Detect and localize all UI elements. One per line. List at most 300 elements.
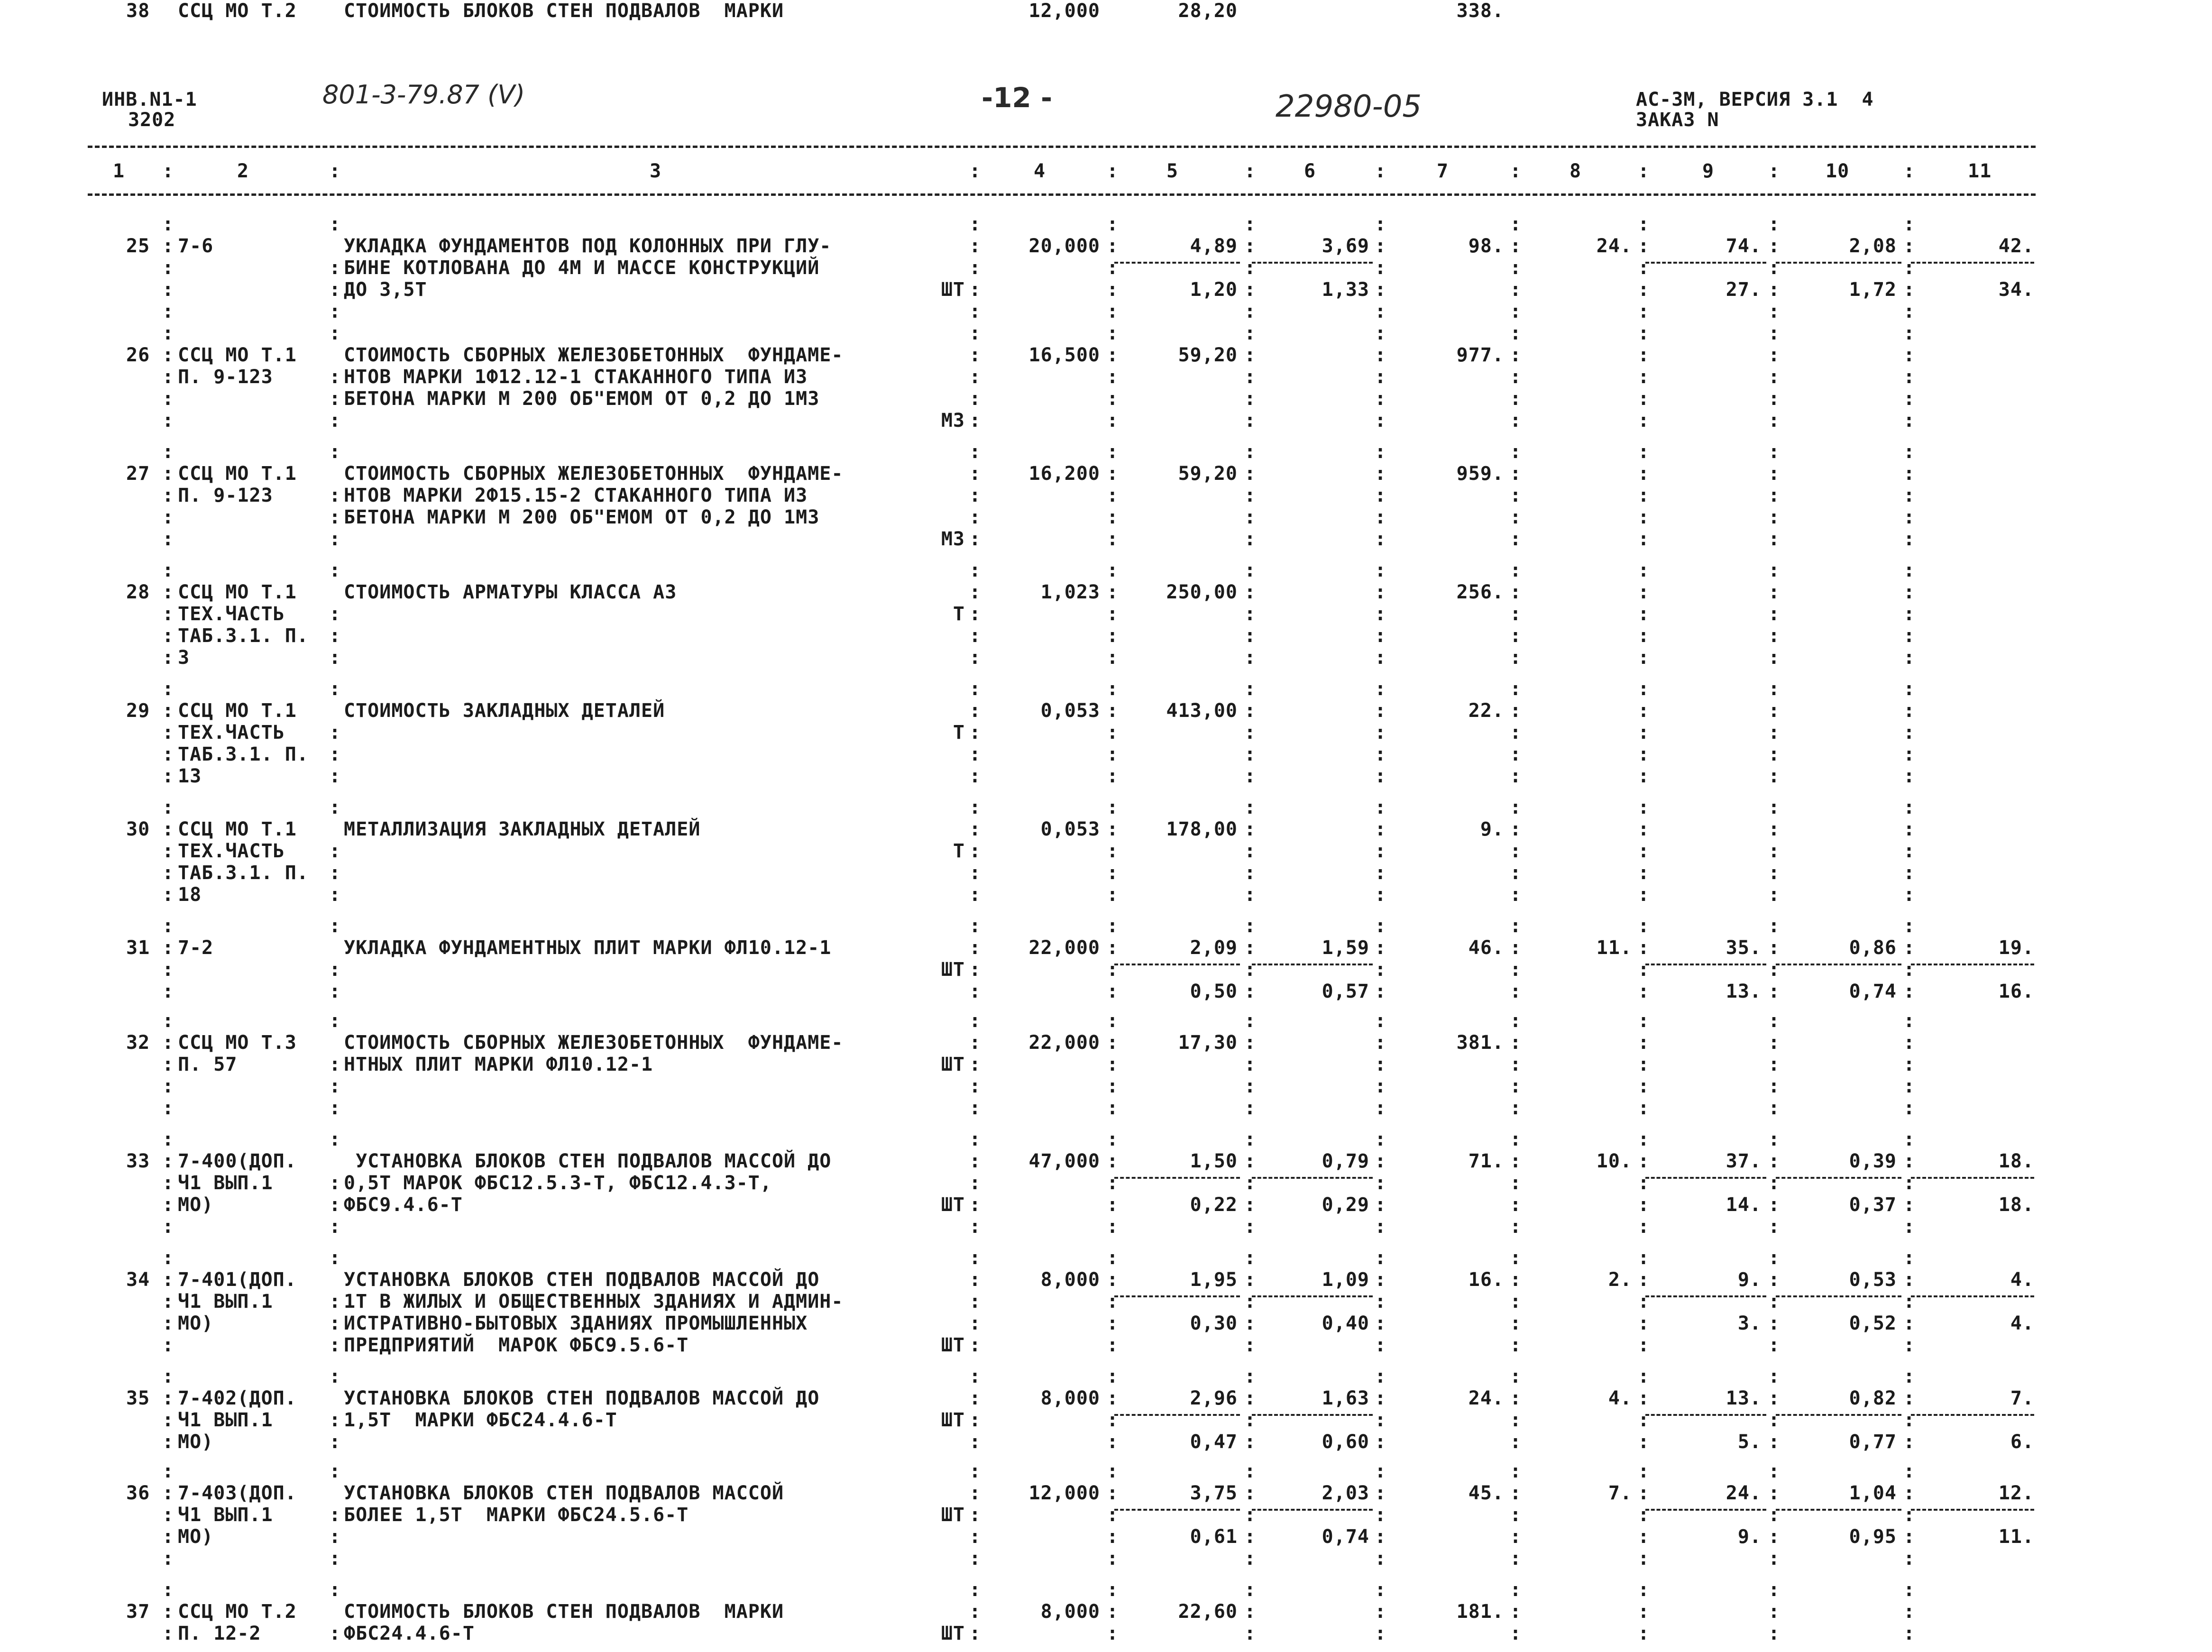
column-separator: : (1107, 1247, 1119, 1269)
column-separator: : (1375, 1032, 1387, 1054)
norm-code: Ч1 ВЫП.1 (178, 1409, 273, 1431)
norm-code: П. 12-2 (178, 1623, 261, 1644)
column-separator: : (1510, 1216, 1522, 1238)
column-separator: : (1768, 560, 1781, 581)
column-separator: : (329, 213, 341, 235)
column-separator: : (1244, 506, 1257, 528)
column-separator: : (1107, 603, 1119, 625)
column-separator: : (1375, 862, 1387, 884)
column-header-1: 1 (113, 160, 125, 182)
norm-code: ССЦ МО Т.1 (178, 581, 297, 603)
column-separator: : (1107, 1504, 1119, 1526)
column-separator: : (969, 678, 982, 700)
column-separator: : (329, 322, 341, 344)
column-separator: : (1638, 1482, 1650, 1504)
column-separator: : (1638, 722, 1650, 743)
value-c8: 4. (1608, 1387, 1632, 1409)
column-separator: : (1244, 1150, 1257, 1172)
column-separator: : (1375, 1054, 1387, 1075)
subtotal-divider (1252, 1414, 1373, 1416)
value-c8: 2. (1608, 1269, 1632, 1291)
column-separator: : (1107, 818, 1119, 840)
column-separator: : (1107, 560, 1119, 581)
column-separator: : (162, 1032, 174, 1054)
column-separator: : (162, 1504, 174, 1526)
column-separator: : (1510, 506, 1522, 528)
column-separator: : (329, 410, 341, 431)
column-separator: : (1107, 1054, 1119, 1075)
column-separator: : (1375, 1623, 1387, 1644)
norm-code: ССЦ МО Т.1 (178, 463, 297, 485)
column-separator: : (1768, 840, 1781, 862)
column-separator: : (1638, 1269, 1650, 1291)
column-separator: : (329, 257, 341, 279)
column-separator: : (162, 1334, 174, 1356)
norm-code: ТЕХ.ЧАСТЬ (178, 722, 285, 743)
column-separator: : (969, 1269, 982, 1291)
column-separator: : (1375, 279, 1387, 301)
column-separator: : (1638, 388, 1650, 410)
column-separator: : (1510, 257, 1522, 279)
column-separator: : (969, 862, 982, 884)
value-c7: 22. (1468, 700, 1504, 722)
column-separator: : (1375, 603, 1387, 625)
value-qty: 8,000 (1040, 1387, 1100, 1409)
column-separator: : (969, 528, 982, 550)
subvalue-c10: 0,74 (1849, 981, 1897, 1002)
column-separator: : (329, 160, 341, 182)
column-separator: : (1510, 981, 1522, 1002)
column-separator: : (1903, 1010, 1916, 1032)
page-number: -12 - (982, 82, 1053, 114)
column-separator: : (1107, 1548, 1119, 1569)
column-separator: : (1903, 581, 1916, 603)
row-number: 26 (126, 344, 150, 366)
column-separator: : (1903, 441, 1916, 463)
column-separator: : (1510, 322, 1522, 344)
column-separator: : (969, 463, 982, 485)
column-separator: : (1768, 528, 1781, 550)
column-separator: : (1638, 366, 1650, 388)
column-separator: : (1510, 1291, 1522, 1312)
column-separator: : (329, 603, 341, 625)
column-separator: : (162, 235, 174, 257)
column-separator: : (969, 1601, 982, 1623)
column-separator: : (1510, 528, 1522, 550)
norm-code: Ч1 ВЫП.1 (178, 1504, 273, 1526)
column-separator: : (1903, 528, 1916, 550)
column-separator: : (1510, 818, 1522, 840)
column-separator: : (162, 884, 174, 906)
column-separator: : (1638, 1579, 1650, 1601)
column-separator: : (1107, 1032, 1119, 1054)
column-separator: : (162, 1579, 174, 1601)
column-header-2: 2 (237, 160, 249, 182)
column-separator: : (162, 1129, 174, 1150)
column-separator: : (969, 1216, 982, 1238)
column-separator: : (1244, 463, 1257, 485)
column-separator: : (1638, 959, 1650, 981)
column-separator: : (1638, 1194, 1650, 1216)
column-separator: : (969, 1075, 982, 1097)
column-separator: : (1375, 1482, 1387, 1504)
column-separator: : (969, 366, 982, 388)
column-separator: : (162, 797, 174, 818)
column-separator: : (1903, 981, 1916, 1002)
subvalue-c6: 0,29 (1322, 1194, 1369, 1216)
norm-code: ССЦ МО Т.3 (178, 1032, 297, 1054)
column-separator: : (1768, 1334, 1781, 1356)
norm-code: Ч1 ВЫП.1 (178, 1172, 273, 1194)
column-separator: : (162, 959, 174, 981)
column-separator: : (329, 485, 341, 506)
column-separator: : (1510, 344, 1522, 366)
column-separator: : (1244, 1504, 1257, 1526)
value-c9: 37. (1726, 1150, 1762, 1172)
column-separator: : (1375, 959, 1387, 981)
column-separator: : (1107, 1431, 1119, 1453)
value-c9: 13. (1726, 1387, 1762, 1409)
column-separator: : (1768, 678, 1781, 700)
column-separator: : (1375, 1366, 1387, 1387)
subvalue-c9: 5. (1737, 1431, 1762, 1453)
column-separator: : (969, 213, 982, 235)
work-description: СТОИМОСТЬ СБОРНЫХ ЖЕЛЕЗОБЕТОННЫХ ФУНДАМЕ- (344, 344, 844, 366)
column-separator: : (1903, 1129, 1916, 1150)
column-separator: : (1375, 1526, 1387, 1548)
column-separator: : (1510, 235, 1522, 257)
value-qty: 12,000 (1028, 0, 1100, 22)
column-separator: : (1107, 1097, 1119, 1119)
column-separator: : (1903, 1312, 1916, 1334)
column-separator: : (1244, 765, 1257, 787)
column-separator: : (1903, 884, 1916, 906)
column-separator: : (329, 366, 341, 388)
column-separator: : (1375, 160, 1387, 182)
unit: Т (953, 722, 965, 743)
subvalue-c9: 14. (1726, 1194, 1762, 1216)
column-separator: : (1638, 603, 1650, 625)
column-separator: : (1768, 1032, 1781, 1054)
column-separator: : (1768, 1460, 1781, 1482)
column-separator: : (1107, 959, 1119, 981)
subtotal-divider (1252, 1295, 1373, 1297)
column-separator: : (1768, 1291, 1781, 1312)
norm-code: ССЦ МО Т.1 (178, 344, 297, 366)
norm-code: ТАБ.3.1. П. (178, 743, 309, 765)
column-separator: : (1244, 959, 1257, 981)
norm-code: ССЦ МО Т.2 (178, 0, 297, 22)
column-separator: : (1638, 818, 1650, 840)
column-separator: : (1107, 1482, 1119, 1504)
column-header-4: 4 (1034, 160, 1046, 182)
column-separator: : (1768, 1579, 1781, 1601)
subtotal-divider (1911, 1509, 2034, 1511)
column-separator: : (1107, 1409, 1119, 1431)
column-separator: : (1638, 560, 1650, 581)
column-separator: : (1510, 1431, 1522, 1453)
value-c5: 17,30 (1178, 1032, 1238, 1054)
column-separator: : (1903, 301, 1916, 322)
column-separator: : (1244, 1387, 1257, 1409)
column-separator: : (1107, 301, 1119, 322)
column-separator: : (1510, 1579, 1522, 1601)
column-separator: : (1375, 1334, 1387, 1356)
column-separator: : (1510, 1623, 1522, 1644)
subtotal-divider (1252, 1509, 1373, 1511)
column-separator: : (1768, 279, 1781, 301)
subvalue-c6: 0,40 (1322, 1312, 1369, 1334)
column-separator: : (329, 1075, 341, 1097)
column-separator: : (1107, 441, 1119, 463)
column-separator: : (1510, 1194, 1522, 1216)
work-description: ПРЕДПРИЯТИЙ МАРОК ФБС9.5.6-Т (344, 1334, 689, 1356)
value-c10: 0,39 (1849, 1150, 1897, 1172)
column-separator: : (1768, 818, 1781, 840)
column-separator: : (1107, 884, 1119, 906)
column-separator: : (1768, 506, 1781, 528)
column-separator: : (969, 1032, 982, 1054)
column-separator: : (1244, 1526, 1257, 1548)
column-separator: : (1903, 1526, 1916, 1548)
column-separator: : (1107, 160, 1119, 182)
column-separator: : (329, 301, 341, 322)
column-separator: : (1903, 1194, 1916, 1216)
column-separator: : (1510, 625, 1522, 647)
column-separator: : (1768, 1172, 1781, 1194)
subvalue-c9: 27. (1726, 279, 1762, 301)
work-description: УСТАНОВКА БЛОКОВ СТЕН ПОДВАЛОВ МАССОЙ ДО (344, 1269, 820, 1291)
column-separator: : (1107, 1216, 1119, 1238)
column-separator: : (1903, 257, 1916, 279)
work-description: УСТАНОВКА БЛОКОВ СТЕН ПОДВАЛОВ МАССОЙ (344, 1482, 784, 1504)
column-separator: : (162, 257, 174, 279)
column-separator: : (1903, 1054, 1916, 1075)
value-qty: 16,200 (1028, 463, 1100, 485)
column-separator: : (1768, 1097, 1781, 1119)
column-separator: : (162, 840, 174, 862)
column-separator: : (1903, 1579, 1916, 1601)
column-separator: : (1107, 1460, 1119, 1482)
column-separator: : (1510, 1032, 1522, 1054)
column-separator: : (1107, 1075, 1119, 1097)
value-c5: 1,95 (1190, 1269, 1238, 1291)
column-separator: : (329, 1247, 341, 1269)
value-c5: 413,00 (1166, 700, 1238, 722)
work-description: УКЛАДКА ФУНДАМЕНТОВ ПОД КОЛОННЫХ ПРИ ГЛУ- (344, 235, 832, 257)
column-separator: : (162, 301, 174, 322)
column-separator: : (1638, 1334, 1650, 1356)
subvalue-c5: 0,30 (1190, 1312, 1238, 1334)
column-separator: : (1510, 1312, 1522, 1334)
subtotal-divider (1114, 964, 1240, 965)
column-separator: : (1638, 937, 1650, 959)
column-separator: : (1375, 840, 1387, 862)
column-separator: : (329, 1366, 341, 1387)
column-separator: : (1244, 322, 1257, 344)
column-separator: : (1768, 1129, 1781, 1150)
value-c11: 12. (1998, 1482, 2034, 1504)
column-separator: : (1903, 840, 1916, 862)
column-separator: : (1510, 678, 1522, 700)
subvalue-c10: 0,52 (1849, 1312, 1897, 1334)
unit: ШТ (941, 1623, 965, 1644)
column-separator: : (162, 506, 174, 528)
column-separator: : (1768, 322, 1781, 344)
column-separator: : (1510, 1387, 1522, 1409)
work-description: БЕТОНА МАРКИ М 200 ОБ"ЕМОМ ОТ 0,2 ДО 1М3 (344, 388, 820, 410)
column-separator: : (1107, 625, 1119, 647)
subtotal-divider (1114, 262, 1240, 264)
value-c5: 250,00 (1166, 581, 1238, 603)
subvalue-c10: 0,37 (1849, 1194, 1897, 1216)
column-separator: : (969, 322, 982, 344)
value-qty: 0,053 (1040, 700, 1100, 722)
column-separator: : (1375, 1150, 1387, 1172)
column-separator: : (1107, 1129, 1119, 1150)
column-separator: : (1510, 441, 1522, 463)
column-separator: : (1107, 1526, 1119, 1548)
column-separator: : (162, 1075, 174, 1097)
unit: ШТ (941, 1334, 965, 1356)
column-separator: : (162, 410, 174, 431)
column-separator: : (1768, 388, 1781, 410)
column-separator: : (1244, 678, 1257, 700)
column-separator: : (1903, 603, 1916, 625)
column-separator: : (1244, 344, 1257, 366)
column-separator: : (1638, 410, 1650, 431)
column-separator: : (1638, 322, 1650, 344)
column-separator: : (162, 700, 174, 722)
column-separator: : (1903, 388, 1916, 410)
column-separator: : (162, 581, 174, 603)
column-separator: : (1768, 1482, 1781, 1504)
column-separator: : (1375, 625, 1387, 647)
column-separator: : (1244, 485, 1257, 506)
column-separator: : (329, 959, 341, 981)
value-c9: 9. (1737, 1269, 1762, 1291)
value-c8: 11. (1596, 937, 1632, 959)
column-separator: : (1903, 722, 1916, 743)
subvalue-c10: 0,77 (1849, 1431, 1897, 1453)
value-qty: 47,000 (1028, 1150, 1100, 1172)
column-separator: : (1903, 1150, 1916, 1172)
subtotal-divider (1645, 964, 1766, 965)
column-separator: : (1510, 1172, 1522, 1194)
column-separator: : (1244, 981, 1257, 1002)
column-separator: : (1768, 1387, 1781, 1409)
column-separator: : (162, 388, 174, 410)
column-separator: : (1244, 160, 1257, 182)
subvalue-c5: 0,22 (1190, 1194, 1238, 1216)
column-separator: : (1768, 797, 1781, 818)
column-separator: : (1768, 700, 1781, 722)
column-separator: : (1375, 1601, 1387, 1623)
column-separator: : (1903, 1460, 1916, 1482)
column-separator: : (969, 1129, 982, 1150)
column-separator: : (162, 344, 174, 366)
column-separator: : (1638, 506, 1650, 528)
column-separator: : (1375, 1075, 1387, 1097)
column-separator: : (1638, 700, 1650, 722)
value-c6: 2,03 (1322, 1482, 1369, 1504)
work-description: БОЛЕЕ 1,5Т МАРКИ ФБС24.5.6-Т (344, 1504, 689, 1526)
work-description: СТОИМОСТЬ БЛОКОВ СТЕН ПОДВАЛОВ МАРКИ (344, 1601, 784, 1623)
subtotal-divider (1911, 1295, 2034, 1297)
value-c9: 74. (1726, 235, 1762, 257)
column-separator: : (1638, 1054, 1650, 1075)
norm-code: МО) (178, 1431, 214, 1453)
column-separator: : (1244, 884, 1257, 906)
column-separator: : (329, 981, 341, 1002)
column-separator: : (1244, 528, 1257, 550)
column-separator: : (1107, 1334, 1119, 1356)
column-separator: : (1638, 625, 1650, 647)
subvalue-c9: 13. (1726, 981, 1762, 1002)
value-c5: 4,89 (1190, 235, 1238, 257)
column-separator: : (1638, 1366, 1650, 1387)
column-separator: : (1107, 463, 1119, 485)
column-separator: : (1638, 1247, 1650, 1269)
column-separator: : (1107, 1366, 1119, 1387)
column-separator: : (1638, 485, 1650, 506)
column-separator: : (1510, 797, 1522, 818)
value-c10: 0,53 (1849, 1269, 1897, 1291)
column-separator: : (1375, 322, 1387, 344)
work-description: ИСТРАТИВНО-БЫТОВЫХ ЗДАНИЯХ ПРОМЫШЛЕННЫХ (344, 1312, 808, 1334)
column-separator: : (1638, 1216, 1650, 1238)
column-separator: : (1244, 840, 1257, 862)
value-qty: 22,000 (1028, 937, 1100, 959)
column-separator: : (1510, 279, 1522, 301)
column-separator: : (1638, 840, 1650, 862)
norm-code: ССЦ МО Т.2 (178, 1601, 297, 1623)
value-c8: 7. (1608, 1482, 1632, 1504)
column-separator: : (162, 1431, 174, 1453)
column-separator: : (1107, 700, 1119, 722)
column-separator: : (1638, 1150, 1650, 1172)
subtotal-divider (1645, 1177, 1766, 1179)
column-separator: : (329, 765, 341, 787)
column-separator: : (1638, 581, 1650, 603)
column-separator: : (1244, 797, 1257, 818)
column-separator: : (1510, 700, 1522, 722)
column-separator: : (1510, 603, 1522, 625)
column-separator: : (1638, 301, 1650, 322)
column-separator: : (162, 818, 174, 840)
column-separator: : (1638, 1623, 1650, 1644)
unit: Т (953, 603, 965, 625)
subtotal-divider (1911, 262, 2034, 264)
column-separator: : (329, 1623, 341, 1644)
value-c6: 1,59 (1322, 937, 1369, 959)
value-c10: 0,86 (1849, 937, 1897, 959)
column-separator: : (1244, 818, 1257, 840)
column-separator: : (1107, 257, 1119, 279)
norm-code: 3 (178, 647, 190, 669)
column-separator: : (1244, 1431, 1257, 1453)
column-separator: : (969, 840, 982, 862)
column-separator: : (1244, 603, 1257, 625)
column-separator: : (1244, 625, 1257, 647)
column-separator: : (969, 560, 982, 581)
row-number: 29 (126, 700, 150, 722)
column-separator: : (1768, 1548, 1781, 1569)
column-separator: : (1768, 366, 1781, 388)
value-c5: 59,20 (1178, 463, 1238, 485)
column-separator: : (1244, 1097, 1257, 1119)
column-separator: : (1903, 1431, 1916, 1453)
